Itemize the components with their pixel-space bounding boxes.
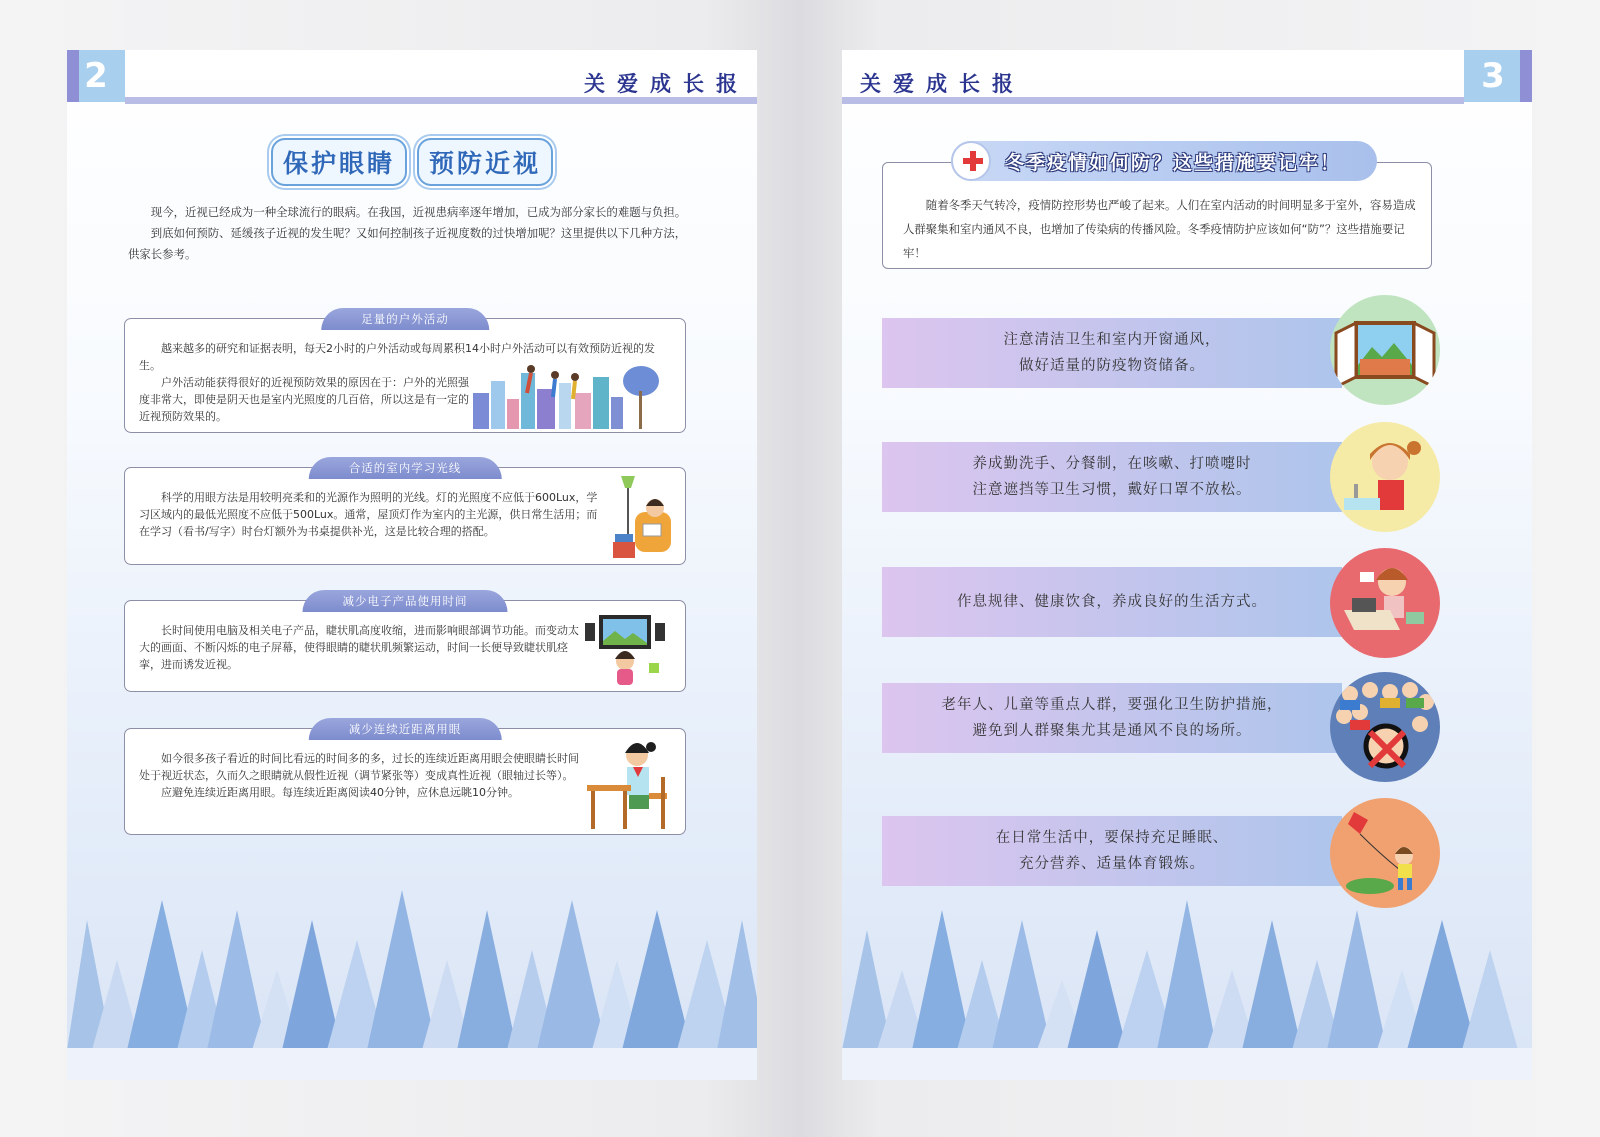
news-title: 冬季疫情如何防？这些措施要记牢！ (1005, 151, 1342, 174)
news-paragraph: 随着冬季天气转冷，疫情防控形势也严峻了起来。人们在室内活动的时间明显多于室外，容易造成人群聚集和室内通风不良，也增加了传染病的传播风险。冬季疫情防护应该如何“防”？这些措施要记牢！ (903, 198, 1416, 260)
intro-paragraph: 现今，近视已经成为一种全球流行的眼病。在我国，近视患病率逐年增加，已成为部分家长的难题与负担。 (150, 205, 687, 219)
page-number: 3 (1464, 50, 1522, 102)
left-page (67, 50, 757, 1080)
tip-line: 避免到人群聚集尤其是通风不良的场所。 (972, 723, 1252, 739)
header-title: 关爱成长报 (860, 72, 1025, 96)
card-paragraph: 如今很多孩子看近的时间比看远的时间多的多，过长的连续近距离用眼会使眼睛长时间处于视近状态，久而久之眼睛就从假性近视（调节紧张等）变成真性近视（眼轴过长等）。 (139, 752, 579, 782)
header-title: 关爱成长报 (584, 72, 749, 96)
winter-trees-decoration (842, 880, 1532, 1080)
red-cross-icon (951, 141, 991, 181)
news-body (903, 193, 1418, 265)
tip-line: 注意清洁卫生和室内开窗通风， (1003, 332, 1221, 348)
news-box (882, 151, 1432, 269)
tip-line: 做好适量的防疫物资储备。 (1019, 358, 1205, 374)
right-page (842, 50, 1532, 1080)
card-screen-time (124, 594, 686, 692)
no-crowd-icon (1330, 672, 1440, 782)
card-near-work (124, 722, 686, 835)
tip-illustration-circle (1330, 672, 1440, 782)
card-outdoor-activity (124, 312, 686, 433)
tip-item (882, 318, 1342, 388)
girl-writing-icon (585, 737, 675, 833)
main-title-part-1: 保护眼睛 (271, 138, 407, 186)
tip-illustration-circle (1330, 548, 1440, 658)
reading-child-icon (613, 472, 677, 562)
winter-trees-decoration (67, 880, 757, 1080)
card-title: 减少连续近距离用眼 (309, 718, 502, 740)
city-runners-icon (471, 363, 661, 429)
card-title: 足量的户外活动 (321, 308, 489, 330)
card-paragraph: 应避免连续近距离用眼。每连续近距离阅读40分钟，应休息远眺10分钟。 (161, 786, 519, 799)
card-paragraph: 科学的用眼方法是用较明亮柔和的光源作为照明的光线。灯的光照度不应低于600Lux，学习区域内的最低光照度不应低于500Lux。通常，屋顶灯作为室内的主光源，供日常生活用；而在学习（看书/写字）时台灯额外为书桌提供补光，这是比较合理的搭配。 (139, 491, 598, 538)
girl-washing-hands-icon (1330, 422, 1440, 532)
tip-item (882, 683, 1342, 753)
page-number: 2 (67, 50, 125, 102)
header-rule (125, 97, 757, 104)
card-body (139, 622, 579, 673)
card-paragraph: 越来越多的研究和证据表明，每天2小时的户外活动或每周累积14小时户外活动可以有效预防近视的发生。 (139, 342, 655, 372)
tip-item (882, 816, 1342, 886)
tip-line: 作息规律、健康饮食，养成良好的生活方式。 (957, 594, 1267, 610)
card-title: 减少电子产品使用时间 (303, 590, 508, 612)
tip-item (882, 567, 1342, 637)
main-title-part-2: 预防近视 (417, 138, 553, 186)
tip-line: 充分营养、适量体育锻炼。 (1019, 856, 1205, 872)
card-title: 合适的室内学习光线 (309, 457, 502, 479)
news-banner (951, 141, 1377, 181)
intro-paragraph: 到底如何预防、延缓孩子近视的发生呢？又如何控制孩子近视度数的过快增加呢？这里提供以下几种方法，供家长参考。 (128, 226, 687, 261)
tip-line: 养成勤洗手、分餐制，在咳嗽、打喷嚏时 (972, 456, 1252, 472)
card-body (139, 750, 584, 801)
tip-line: 注意遮挡等卫生习惯，戴好口罩不放松。 (972, 482, 1252, 498)
child-watching-tv-icon (583, 611, 667, 691)
card-paragraph: 户外活动能获得很好的近视预防效果的原因在于：户外的光照强度非常大，即使是阴天也是室内光照度的几百倍，所以这是有一定的近视预防效果的。 (139, 376, 469, 423)
tip-illustration-circle (1330, 422, 1440, 532)
tip-line: 老年人、儿童等重点人群，要强化卫生防护措施， (941, 697, 1283, 713)
card-indoor-light (124, 461, 686, 565)
header-rule (842, 97, 1464, 104)
tip-illustration-circle (1330, 295, 1440, 405)
card-body (139, 489, 607, 540)
intro-text (128, 202, 688, 265)
open-window-icon (1330, 295, 1440, 405)
tip-line: 在日常生活中，要保持充足睡眠、 (995, 830, 1229, 846)
tip-item (882, 442, 1342, 512)
card-paragraph: 长时间使用电脑及相关电子产品，睫状肌高度收缩，进而影响眼部调节功能。而变动太大的画面、不断闪烁的电子屏幕，使得眼睛的睫状肌频繁运动，时间一长便导致睫状肌痉挛，进而诱发近视。 (139, 624, 579, 671)
main-title (67, 138, 757, 186)
girl-at-desk-icon (1330, 548, 1440, 658)
